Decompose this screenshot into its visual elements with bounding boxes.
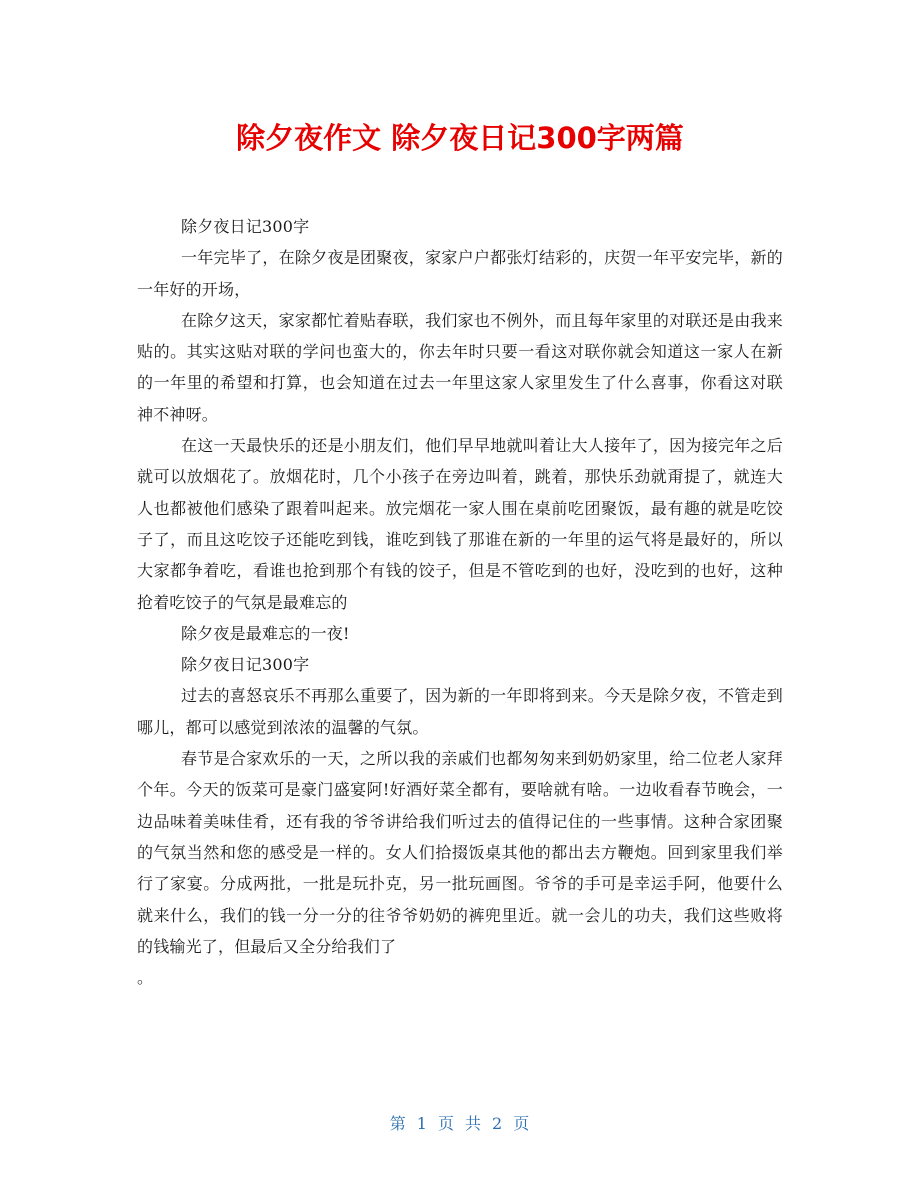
footer-label-page: 第 [389, 1114, 407, 1133]
footer-label-unit: 页 [437, 1114, 455, 1133]
paragraph-heading-1: 除夕夜日记300字 [181, 217, 310, 236]
paragraph: 在这一天最快乐的还是小朋友们，他们早早地就叫着让大人接年了，因为接完年之后就可以放烟花了。放烟花时，几个小孩子在旁边叫着，跳着，那快乐劲就甭提了，就连大人也都被他们感染了跟着叫起来。放完烟花一家人围在桌前吃团聚饭，最有趣的就是吃饺子了，而且这吃饺子还能吃到钱，谁吃到钱了那谁在新的一年里的运气将是最好的，所以大家都争着吃，看谁也抢到那个有钱的饺子，但是不管吃到的也好，没吃到的也好，这种抢着吃饺子的气氛是最难忘的 [137, 436, 783, 612]
footer-total-pages: 2 [492, 1114, 504, 1133]
footer-current-page: 1 [416, 1114, 428, 1133]
paragraph-tail: 。 [137, 968, 154, 988]
document-body [137, 211, 783, 993]
paragraph: 过去的喜怒哀乐不再那么重要了，因为新的一年即将到来。今天是除夕夜，不管走到哪儿，都可以感觉到浓浓的温馨的气氛。 [137, 686, 783, 737]
paragraph: 一年完毕了，在除夕夜是团聚夜，家家户户都张灯结彩的，庆贺一年平安完毕，新的一年好的开场， [137, 248, 783, 299]
paragraph: 在除夕这天，家家都忙着贴春联，我们家也不例外，而且每年家里的对联还是由我来贴的。其实这贴对联的学问也蛮大的，你去年时只要一看这对联你就会知道这一家人在新的一年里的希望和打算，也会知道在过去一年里这家人家里发生了什么喜事，你看这对联神不神呀。 [137, 310, 783, 424]
footer-label-total: 共 [465, 1114, 483, 1133]
page-footer [0, 1112, 920, 1136]
page-title: 除夕夜作文 除夕夜日记300字两篇 [236, 121, 684, 155]
paragraph: 除夕夜是最难忘的一夜! [181, 623, 350, 643]
paragraph-heading-2: 除夕夜日记300字 [181, 655, 310, 675]
footer-label-unit2: 页 [513, 1114, 531, 1133]
paragraph: 春节是合家欢乐的一天，之所以我的亲戚们也都匆匆来到奶奶家里，给二位老人家拜个年。今天的饭菜可是豪门盛宴阿!好酒好菜全都有，要啥就有啥。一边收看春节晚会，一边品味着美味佳肴，还有我的爷爷讲给我们听过去的值得记住的一些事情。这种合家团聚的气氛当然和您的感受是一样的。女人们拾掇饭桌其他的都出去方鞭炮。回到家里我们举行了家宴。分成两批，一批是玩扑克，另一批玩画图。爷爷的手可是幸运手阿，他要什么就来什么，我们的钱一分一分的往爷爷奶奶的裤兜里近。就一会儿的功夫，我们这些败将的钱输光了，但最后又全分给我们了 [137, 749, 783, 956]
